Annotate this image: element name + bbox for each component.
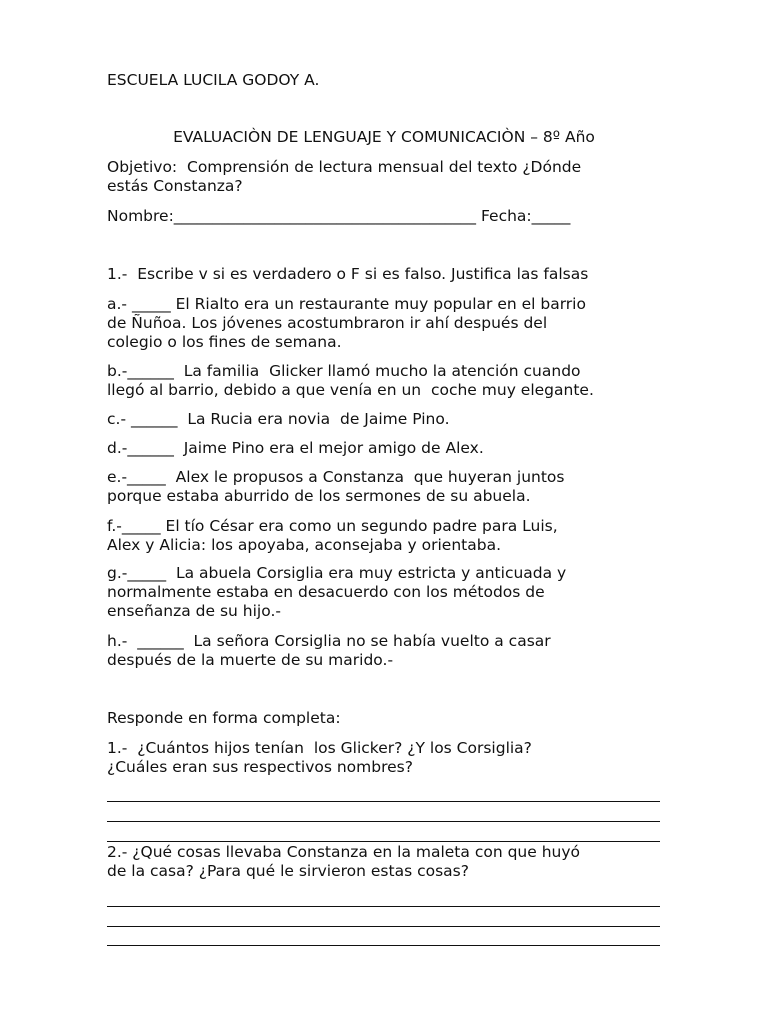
tf-item-line: después de la muerte de su marido.- <box>107 651 394 669</box>
objective-line-2: estás Constanza? <box>107 177 243 195</box>
answer-line <box>107 945 660 946</box>
answer-line <box>107 906 660 907</box>
tf-item-line: llegó al barrio, debido a que venía en un coche muy elegante. <box>107 381 594 399</box>
question-line: 1.- ¿Cuántos hijos tenían los Glicker? ¿Y los Corsiglia? <box>107 739 532 757</box>
tf-item-line: c.- ______ La Rucia era novia de Jaime Pino. <box>107 410 450 428</box>
exam-title: EVALUACIÒN DE LENGUAJE Y COMUNICACIÒN – 8º Año <box>173 128 595 146</box>
answer-line <box>107 821 660 822</box>
tf-item-line: a.- _____ El Rialto era un restaurante muy popular en el barrio <box>107 295 586 313</box>
tf-item-line: colegio o los fines de semana. <box>107 333 342 351</box>
tf-item-line: d.-______ Jaime Pino era el mejor amigo de Alex. <box>107 439 484 457</box>
section1-instruction: 1.- Escribe v si es verdadero o F si es falso. Justifica las falsas <box>107 265 589 283</box>
school-name: ESCUELA LUCILA GODOY A. <box>107 71 320 89</box>
tf-item-line: de Ñuñoa. Los jóvenes acostumbraron ir ahí después del <box>107 314 548 332</box>
question-line: de la casa? ¿Para qué le sirvieron estas cosas? <box>107 862 469 880</box>
name-date-line: Nombre:_______________________________________ Fecha:_____ <box>107 207 571 225</box>
tf-item-line: h.- ______ La señora Corsiglia no se había vuelto a casar <box>107 632 551 650</box>
tf-item-line: normalmente estaba en desacuerdo con los métodos de <box>107 583 545 601</box>
tf-item-line: g.-_____ La abuela Corsiglia era muy estricta y anticuada y <box>107 564 567 582</box>
question-line: 2.- ¿Qué cosas llevaba Constanza en la maleta con que huyó <box>107 843 580 861</box>
tf-item-line: f.-_____ El tío César era como un segundo padre para Luis, <box>107 517 558 535</box>
answer-line <box>107 801 660 802</box>
answer-line <box>107 841 660 842</box>
section2-instruction: Responde en forma completa: <box>107 709 341 727</box>
answer-line <box>107 926 660 927</box>
tf-item-line: Alex y Alicia: los apoyaba, aconsejaba y orientaba. <box>107 536 502 554</box>
tf-item-line: e.-_____ Alex le propusos a Constanza que huyeran juntos <box>107 468 565 486</box>
question-line: ¿Cuáles eran sus respectivos nombres? <box>107 758 413 776</box>
tf-item-line: enseñanza de su hijo.- <box>107 602 281 620</box>
objective-line-1: Objetivo: Comprensión de lectura mensual del texto ¿Dónde <box>107 158 582 176</box>
tf-item-line: porque estaba aburrido de los sermones de su abuela. <box>107 487 531 505</box>
tf-item-line: b.-______ La familia Glicker llamó mucho la atención cuando <box>107 362 581 380</box>
